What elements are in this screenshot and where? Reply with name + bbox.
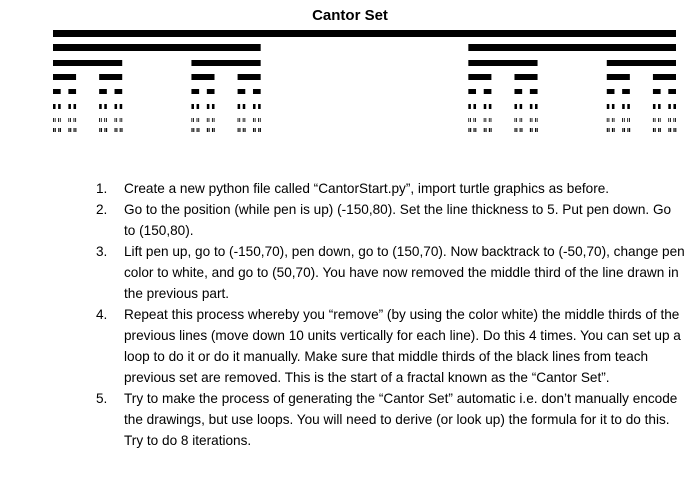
cantor-segment-level-5 bbox=[191, 89, 199, 94]
cantor-segment-level-6 bbox=[258, 104, 261, 109]
cantor-segment-level-7 bbox=[68, 118, 69, 122]
cantor-segment-level-7 bbox=[521, 118, 522, 122]
step-number: 4. bbox=[96, 307, 108, 322]
cantor-segment-level-7 bbox=[244, 118, 245, 122]
cantor-segment-level-7 bbox=[115, 118, 116, 122]
cantor-segment-level-7 bbox=[74, 118, 75, 122]
cantor-segment-level-8 bbox=[669, 128, 670, 132]
cantor-segment-level-5 bbox=[68, 89, 76, 94]
step-number: 3. bbox=[96, 244, 108, 259]
cantor-segment-level-6 bbox=[627, 104, 630, 109]
cantor-segment-level-7 bbox=[212, 118, 213, 122]
cantor-segment-level-8 bbox=[607, 128, 608, 132]
cantor-segment-level-5 bbox=[207, 89, 215, 94]
cantor-segment-level-6 bbox=[253, 104, 256, 109]
cantor-segment-level-6 bbox=[53, 104, 56, 109]
cantor-segment-level-8 bbox=[671, 128, 672, 132]
cantor-segment-level-2 bbox=[468, 44, 676, 51]
cantor-segment-level-7 bbox=[535, 118, 536, 122]
step-text: Go to the position (while pen is up) (-150,80). Set the line thickness to 5. Put pen down. Go to (150,80). bbox=[124, 202, 672, 238]
cantor-segment-level-8 bbox=[521, 128, 522, 132]
cantor-segment-level-7 bbox=[106, 118, 107, 122]
cantor-segment-level-5 bbox=[484, 89, 492, 94]
cantor-segment-level-7 bbox=[214, 118, 215, 122]
cantor-segment-level-8 bbox=[260, 128, 261, 132]
cantor-segment-level-6 bbox=[535, 104, 538, 109]
cantor-segment-level-8 bbox=[612, 128, 613, 132]
cantor-segment-level-8 bbox=[106, 128, 107, 132]
step-number: 2. bbox=[96, 202, 108, 217]
cantor-segment-level-8 bbox=[245, 128, 246, 132]
cantor-segment-level-7 bbox=[491, 118, 492, 122]
cantor-segment-level-5 bbox=[115, 89, 123, 94]
cantor-segment-level-8 bbox=[120, 128, 121, 132]
cantor-segment-level-6 bbox=[197, 104, 200, 109]
cantor-segment-level-7 bbox=[612, 118, 613, 122]
cantor-segment-level-8 bbox=[607, 128, 608, 132]
cantor-segment-level-8 bbox=[608, 128, 609, 132]
cantor-segment-level-8 bbox=[674, 128, 675, 132]
cantor-segment-level-7 bbox=[668, 118, 669, 122]
cantor-segment-level-7 bbox=[116, 118, 117, 122]
cantor-segment-level-8 bbox=[476, 128, 477, 132]
cantor-segment-level-7 bbox=[99, 118, 100, 122]
cantor-segment-level-8 bbox=[105, 128, 106, 132]
cantor-segment-level-6 bbox=[673, 104, 676, 109]
cantor-segment-level-7 bbox=[614, 118, 615, 122]
cantor-segment-level-7 bbox=[470, 118, 471, 122]
cantor-segment-level-8 bbox=[489, 128, 490, 132]
cantor-segment-level-8 bbox=[491, 128, 492, 132]
cantor-segment-level-8 bbox=[474, 128, 475, 132]
cantor-segment-level-3 bbox=[53, 60, 122, 66]
cantor-segment-level-8 bbox=[238, 128, 239, 132]
cantor-segment-level-3 bbox=[468, 60, 537, 66]
cantor-segment-level-8 bbox=[240, 128, 241, 132]
cantor-segment-level-7 bbox=[473, 118, 474, 122]
cantor-segment-level-8 bbox=[530, 128, 531, 132]
instruction-step-3 bbox=[96, 241, 686, 304]
cantor-segment-level-8 bbox=[253, 128, 254, 132]
cantor-segment-level-4 bbox=[607, 74, 630, 80]
cantor-segment-level-6 bbox=[653, 104, 656, 109]
cantor-segment-level-8 bbox=[74, 128, 75, 132]
cantor-segment-level-8 bbox=[99, 128, 100, 132]
cantor-segment-level-8 bbox=[659, 128, 660, 132]
cantor-segment-level-7 bbox=[238, 118, 239, 122]
step-text: Try to make the process of generating the “Cantor Set” automatic i.e. don’t manually encode the drawings, but use loops. You will need to derive (or look up) the formula for it to do this. Try to do 8 iterations. bbox=[124, 391, 678, 448]
cantor-segment-level-8 bbox=[239, 128, 240, 132]
cantor-segment-level-8 bbox=[484, 128, 485, 132]
cantor-set-figure bbox=[0, 0, 700, 140]
cantor-segment-level-8 bbox=[70, 128, 71, 132]
cantor-segment-level-8 bbox=[209, 128, 210, 132]
cantor-segment-level-8 bbox=[627, 128, 628, 132]
cantor-segment-level-6 bbox=[530, 104, 533, 109]
cantor-segment-level-8 bbox=[532, 128, 533, 132]
cantor-segment-level-8 bbox=[53, 128, 54, 132]
cantor-segment-level-8 bbox=[193, 128, 194, 132]
cantor-segment-level-7 bbox=[624, 118, 625, 122]
cantor-segment-level-7 bbox=[658, 118, 659, 122]
cantor-segment-level-1 bbox=[53, 30, 676, 37]
cantor-segment-level-7 bbox=[537, 118, 538, 122]
cantor-segment-level-8 bbox=[192, 128, 193, 132]
cantor-segment-level-8 bbox=[630, 128, 631, 132]
instruction-step-2 bbox=[96, 199, 686, 241]
cantor-segment-level-8 bbox=[191, 128, 192, 132]
cantor-segment-level-8 bbox=[214, 128, 215, 132]
cantor-segment-level-8 bbox=[660, 128, 661, 132]
cantor-segment-level-7 bbox=[253, 118, 254, 122]
cantor-segment-level-7 bbox=[607, 118, 608, 122]
cantor-segment-level-6 bbox=[120, 104, 123, 109]
cantor-segment-level-8 bbox=[624, 128, 625, 132]
cantor-segment-level-8 bbox=[243, 128, 244, 132]
cantor-segment-level-6 bbox=[104, 104, 107, 109]
cantor-segment-level-8 bbox=[55, 128, 56, 132]
cantor-segment-level-7 bbox=[530, 118, 531, 122]
cantor-segment-level-8 bbox=[115, 128, 116, 132]
cantor-segment-level-8 bbox=[536, 128, 537, 132]
cantor-segment-level-8 bbox=[520, 128, 521, 132]
cantor-segment-level-8 bbox=[485, 128, 486, 132]
cantor-segment-level-8 bbox=[197, 128, 198, 132]
cantor-segment-level-8 bbox=[258, 128, 259, 132]
cantor-segment-level-7 bbox=[485, 118, 486, 122]
cantor-segment-level-8 bbox=[122, 128, 123, 132]
cantor-segment-level-6 bbox=[473, 104, 476, 109]
cantor-segment-level-7 bbox=[655, 118, 656, 122]
cantor-segment-level-8 bbox=[69, 128, 70, 132]
cantor-segment-level-8 bbox=[623, 128, 624, 132]
cantor-segment-level-7 bbox=[660, 118, 661, 122]
cantor-segment-level-8 bbox=[515, 128, 516, 132]
cantor-segment-level-6 bbox=[468, 104, 471, 109]
cantor-segment-level-7 bbox=[520, 118, 521, 122]
cantor-segment-level-6 bbox=[668, 104, 671, 109]
cantor-segment-level-6 bbox=[484, 104, 487, 109]
cantor-segment-level-5 bbox=[468, 89, 476, 94]
cantor-segment-level-7 bbox=[532, 118, 533, 122]
cantor-segment-level-8 bbox=[532, 128, 533, 132]
cantor-segment-level-7 bbox=[55, 118, 56, 122]
cantor-segment-level-8 bbox=[628, 128, 629, 132]
cantor-segment-level-6 bbox=[489, 104, 492, 109]
instruction-step-5 bbox=[96, 388, 686, 451]
cantor-segment-level-8 bbox=[58, 128, 59, 132]
cantor-segment-level-6 bbox=[99, 104, 102, 109]
cantor-segment-level-6 bbox=[212, 104, 215, 109]
cantor-segment-level-8 bbox=[471, 128, 472, 132]
document-title: Cantor Set bbox=[312, 7, 388, 24]
cantor-segment-level-8 bbox=[629, 128, 630, 132]
cantor-segment-level-8 bbox=[104, 128, 105, 132]
cantor-segment-level-3 bbox=[191, 60, 260, 66]
cantor-segment-level-6 bbox=[238, 104, 241, 109]
cantor-segment-level-7 bbox=[258, 118, 259, 122]
cantor-segment-level-8 bbox=[473, 128, 474, 132]
cantor-segment-level-7 bbox=[629, 118, 630, 122]
cantor-segment-level-8 bbox=[199, 128, 200, 132]
cantor-segment-level-6 bbox=[191, 104, 194, 109]
cantor-segment-level-8 bbox=[243, 128, 244, 132]
cantor-segment-level-7 bbox=[207, 118, 208, 122]
cantor-segment-level-8 bbox=[55, 128, 56, 132]
cantor-segment-level-6 bbox=[658, 104, 661, 109]
cantor-segment-level-4 bbox=[468, 74, 491, 80]
cantor-segment-level-8 bbox=[675, 128, 676, 132]
cantor-segment-level-8 bbox=[100, 128, 101, 132]
cantor-segment-level-6 bbox=[607, 104, 610, 109]
cantor-segment-level-4 bbox=[53, 74, 76, 80]
cantor-segment-level-7 bbox=[514, 118, 515, 122]
cantor-segment-level-8 bbox=[107, 128, 108, 132]
cantor-segment-level-8 bbox=[484, 128, 485, 132]
cantor-segment-level-7 bbox=[670, 118, 671, 122]
cantor-segment-level-6 bbox=[115, 104, 118, 109]
cantor-segment-level-7 bbox=[608, 118, 609, 122]
cantor-segment-level-5 bbox=[668, 89, 676, 94]
cantor-segment-level-8 bbox=[470, 128, 471, 132]
cantor-segment-level-7 bbox=[191, 118, 192, 122]
cantor-segment-level-8 bbox=[653, 128, 654, 132]
cantor-segment-level-8 bbox=[614, 128, 615, 132]
cantor-segment-level-6 bbox=[207, 104, 210, 109]
cantor-segment-level-8 bbox=[255, 128, 256, 132]
cantor-segment-level-4 bbox=[514, 74, 537, 80]
cantor-segment-level-7 bbox=[60, 118, 61, 122]
cantor-segment-level-8 bbox=[101, 128, 102, 132]
cantor-segment-level-8 bbox=[207, 128, 208, 132]
cantor-segment-level-8 bbox=[491, 128, 492, 132]
cantor-segment-level-4 bbox=[191, 74, 214, 80]
cantor-segment-level-8 bbox=[71, 128, 72, 132]
cantor-segment-level-5 bbox=[653, 89, 661, 94]
cantor-segment-level-8 bbox=[120, 128, 121, 132]
cantor-segment-level-4 bbox=[653, 74, 676, 80]
cantor-segment-level-8 bbox=[658, 128, 659, 132]
cantor-segment-level-7 bbox=[101, 118, 102, 122]
cantor-segment-level-8 bbox=[260, 128, 261, 132]
cantor-segment-level-8 bbox=[254, 128, 255, 132]
cantor-segment-level-8 bbox=[116, 128, 117, 132]
cantor-segment-level-8 bbox=[516, 128, 517, 132]
cantor-segment-level-8 bbox=[238, 128, 239, 132]
cantor-segment-level-5 bbox=[238, 89, 246, 94]
cantor-segment-level-8 bbox=[676, 128, 677, 132]
cantor-segment-level-8 bbox=[213, 128, 214, 132]
cantor-segment-level-8 bbox=[244, 128, 245, 132]
step-text: Create a new python file called “CantorStart.py”, import turtle graphics as before. bbox=[124, 181, 610, 196]
cantor-segment-level-6 bbox=[243, 104, 246, 109]
cantor-segment-level-8 bbox=[214, 128, 215, 132]
cantor-segment-level-5 bbox=[53, 89, 61, 94]
cantor-segment-level-7 bbox=[209, 118, 210, 122]
cantor-segment-level-5 bbox=[99, 89, 107, 94]
cantor-segment-level-8 bbox=[537, 128, 538, 132]
cantor-segment-level-8 bbox=[194, 128, 195, 132]
cantor-segment-level-8 bbox=[54, 128, 55, 132]
cantor-segment-level-8 bbox=[673, 128, 674, 132]
cantor-segment-level-5 bbox=[253, 89, 261, 94]
cantor-segment-level-8 bbox=[197, 128, 198, 132]
cantor-segment-level-7 bbox=[622, 118, 623, 122]
cantor-segment-level-5 bbox=[607, 89, 615, 94]
cantor-segment-level-2 bbox=[53, 44, 261, 51]
cantor-segment-level-7 bbox=[653, 118, 654, 122]
cantor-segment-level-8 bbox=[469, 128, 470, 132]
cantor-segment-level-6 bbox=[74, 104, 77, 109]
cantor-segment-level-7 bbox=[516, 118, 517, 122]
cantor-segment-level-7 bbox=[193, 118, 194, 122]
cantor-segment-level-8 bbox=[121, 128, 122, 132]
cantor-segment-level-7 bbox=[255, 118, 256, 122]
cantor-segment-level-7 bbox=[489, 118, 490, 122]
cantor-segment-level-8 bbox=[75, 128, 76, 132]
step-number: 1. bbox=[96, 181, 108, 196]
cantor-segment-level-8 bbox=[212, 128, 213, 132]
cantor-segment-level-8 bbox=[115, 128, 116, 132]
cantor-segment-level-8 bbox=[660, 128, 661, 132]
cantor-segment-level-7 bbox=[484, 118, 485, 122]
instruction-step-4 bbox=[96, 304, 686, 388]
cantor-segment-level-3 bbox=[607, 60, 676, 66]
cantor-segment-level-7 bbox=[58, 118, 59, 122]
cantor-segment-level-5 bbox=[514, 89, 522, 94]
cantor-segment-level-8 bbox=[624, 128, 625, 132]
step-text: Lift pen up, go to (-150,70), pen down, go to (150,70). Now backtrack to (-50,70), change pen color to white, and go to (50,70). You have now removed the middle third of the line drawn in the previous part. bbox=[124, 244, 685, 301]
cantor-segment-level-8 bbox=[101, 128, 102, 132]
cantor-segment-level-8 bbox=[514, 128, 515, 132]
cantor-segment-level-4 bbox=[238, 74, 261, 80]
cantor-segment-level-6 bbox=[612, 104, 615, 109]
cantor-segment-level-7 bbox=[260, 118, 261, 122]
cantor-segment-level-8 bbox=[612, 128, 613, 132]
cantor-segment-level-8 bbox=[655, 128, 656, 132]
cantor-segment-level-6 bbox=[622, 104, 625, 109]
cantor-segment-level-8 bbox=[198, 128, 199, 132]
cantor-segment-level-8 bbox=[614, 128, 615, 132]
cantor-segment-level-8 bbox=[117, 128, 118, 132]
cantor-segment-level-7 bbox=[239, 118, 240, 122]
cantor-segment-level-8 bbox=[259, 128, 260, 132]
cantor-segment-level-8 bbox=[655, 128, 656, 132]
cantor-segment-level-8 bbox=[255, 128, 256, 132]
cantor-segment-level-8 bbox=[207, 128, 208, 132]
cantor-segment-level-7 bbox=[468, 118, 469, 122]
cantor-segment-level-7 bbox=[675, 118, 676, 122]
cantor-segment-level-8 bbox=[475, 128, 476, 132]
cantor-segment-level-8 bbox=[670, 128, 671, 132]
cantor-segment-level-8 bbox=[668, 128, 669, 132]
cantor-segment-level-8 bbox=[60, 128, 61, 132]
cantor-segment-level-8 bbox=[468, 128, 469, 132]
cantor-segment-level-8 bbox=[530, 128, 531, 132]
cantor-segment-level-5 bbox=[622, 89, 630, 94]
cantor-segment-level-7 bbox=[475, 118, 476, 122]
cantor-segment-level-8 bbox=[60, 128, 61, 132]
cantor-segment-level-5 bbox=[530, 89, 538, 94]
cantor-segment-level-8 bbox=[517, 128, 518, 132]
cantor-segment-level-8 bbox=[654, 128, 655, 132]
cantor-segment-level-6 bbox=[68, 104, 71, 109]
cantor-segment-level-8 bbox=[522, 128, 523, 132]
cantor-segment-level-4 bbox=[99, 74, 122, 80]
cantor-segment-level-7 bbox=[75, 118, 76, 122]
cantor-segment-level-7 bbox=[673, 118, 674, 122]
step-text: Repeat this process whereby you “remove” (by using the color white) the middle thirds of the previous lines (move down 10 units vertically for each line). Do this 4 times. You can set up a loop to do it or do it manually. Make sure that middle thirds of the black lines from teach previous set are removed. This is the start of a fractal known as the “Cantor Set”. bbox=[124, 307, 681, 385]
instruction-list bbox=[96, 178, 686, 451]
cantor-segment-level-8 bbox=[74, 128, 75, 132]
cantor-segment-level-7 bbox=[70, 118, 71, 122]
cantor-segment-level-8 bbox=[76, 128, 77, 132]
cantor-segment-level-6 bbox=[514, 104, 517, 109]
cantor-segment-level-8 bbox=[59, 128, 60, 132]
cantor-segment-level-7 bbox=[121, 118, 122, 122]
cantor-segment-level-8 bbox=[622, 128, 623, 132]
cantor-segment-level-7 bbox=[120, 118, 121, 122]
cantor-segment-level-7 bbox=[627, 118, 628, 122]
cantor-segment-level-8 bbox=[489, 128, 490, 132]
cantor-segment-level-8 bbox=[609, 128, 610, 132]
cantor-segment-level-7 bbox=[243, 118, 244, 122]
cantor-segment-level-8 bbox=[537, 128, 538, 132]
cantor-segment-level-7 bbox=[197, 118, 198, 122]
cantor-segment-level-8 bbox=[209, 128, 210, 132]
instruction-step-1 bbox=[96, 178, 686, 199]
cantor-segment-level-8 bbox=[68, 128, 69, 132]
cantor-segment-level-7 bbox=[198, 118, 199, 122]
step-number: 5. bbox=[96, 391, 108, 406]
cantor-segment-level-8 bbox=[535, 128, 536, 132]
cantor-segment-level-8 bbox=[520, 128, 521, 132]
cantor-segment-level-7 bbox=[104, 118, 105, 122]
cantor-segment-level-6 bbox=[58, 104, 61, 109]
cantor-segment-level-8 bbox=[486, 128, 487, 132]
cantor-segment-level-7 bbox=[53, 118, 54, 122]
cantor-segment-level-6 bbox=[520, 104, 523, 109]
